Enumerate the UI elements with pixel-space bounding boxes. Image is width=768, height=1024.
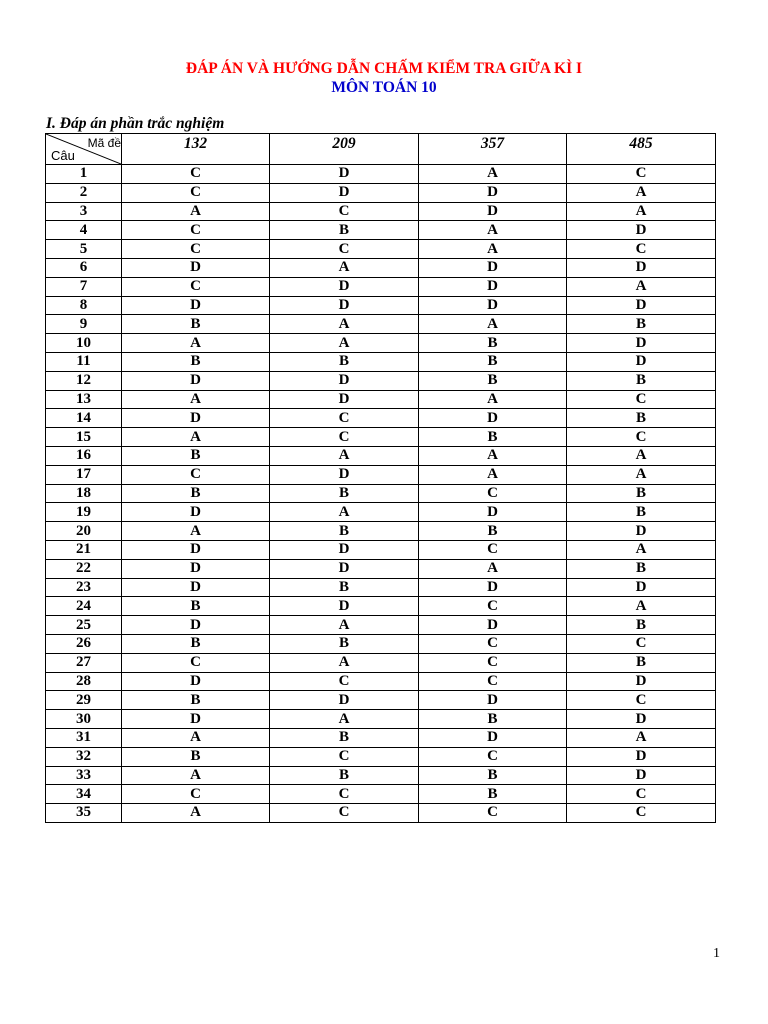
answer-cell: B bbox=[567, 371, 716, 390]
answer-cell: D bbox=[270, 390, 419, 409]
question-number-cell: 23 bbox=[46, 578, 122, 597]
answer-cell: C bbox=[419, 653, 567, 672]
answer-cell: A bbox=[270, 503, 419, 522]
answer-cell: B bbox=[122, 634, 270, 653]
answer-cell: B bbox=[419, 352, 567, 371]
answer-cell: C bbox=[419, 484, 567, 503]
answer-cell: D bbox=[567, 672, 716, 691]
table-row bbox=[46, 409, 716, 428]
question-number-cell: 27 bbox=[46, 653, 122, 672]
table-row bbox=[46, 522, 716, 541]
question-number-cell: 9 bbox=[46, 315, 122, 334]
answer-cell: C bbox=[270, 240, 419, 259]
question-number-cell: 7 bbox=[46, 277, 122, 296]
answer-cell: D bbox=[419, 616, 567, 635]
question-number-cell: 17 bbox=[46, 465, 122, 484]
answer-cell: D bbox=[122, 296, 270, 315]
answer-cell: C bbox=[270, 747, 419, 766]
answer-cell: C bbox=[567, 428, 716, 447]
answer-cell: D bbox=[122, 710, 270, 729]
answer-cell: C bbox=[122, 165, 270, 184]
answer-cell: C bbox=[567, 165, 716, 184]
answer-cell: D bbox=[567, 766, 716, 785]
answer-cell: D bbox=[419, 728, 567, 747]
question-number-cell: 31 bbox=[46, 728, 122, 747]
answer-cell: C bbox=[567, 785, 716, 804]
answer-cell: A bbox=[122, 334, 270, 353]
table-row bbox=[46, 202, 716, 221]
answer-cell: A bbox=[419, 465, 567, 484]
answer-cell: D bbox=[419, 277, 567, 296]
table-row bbox=[46, 503, 716, 522]
table-row bbox=[46, 540, 716, 559]
answer-cell: B bbox=[122, 747, 270, 766]
answer-cell: B bbox=[270, 352, 419, 371]
answer-cell: C bbox=[122, 277, 270, 296]
answer-cell: D bbox=[567, 334, 716, 353]
answer-cell: A bbox=[270, 258, 419, 277]
answer-cell: A bbox=[270, 710, 419, 729]
table-row bbox=[46, 446, 716, 465]
table-row bbox=[46, 785, 716, 804]
answer-cell: B bbox=[419, 785, 567, 804]
question-number-cell: 12 bbox=[46, 371, 122, 390]
answer-cell: A bbox=[419, 221, 567, 240]
answer-cell: C bbox=[270, 409, 419, 428]
answer-cell: D bbox=[567, 578, 716, 597]
answer-cell: C bbox=[270, 202, 419, 221]
answer-cell: D bbox=[122, 672, 270, 691]
table-row bbox=[46, 672, 716, 691]
table-row bbox=[46, 334, 716, 353]
answer-cell: D bbox=[567, 258, 716, 277]
answer-cell: B bbox=[567, 616, 716, 635]
question-number-cell: 35 bbox=[46, 804, 122, 823]
answer-cell: B bbox=[419, 334, 567, 353]
table-row bbox=[46, 597, 716, 616]
answer-cell: C bbox=[567, 240, 716, 259]
question-number-cell: 6 bbox=[46, 258, 122, 277]
answer-cell: B bbox=[270, 221, 419, 240]
answer-cell: A bbox=[567, 277, 716, 296]
table-row bbox=[46, 221, 716, 240]
answer-cell: C bbox=[122, 240, 270, 259]
question-number-cell: 18 bbox=[46, 484, 122, 503]
answer-cell: B bbox=[419, 371, 567, 390]
question-number-cell: 29 bbox=[46, 691, 122, 710]
answer-cell: B bbox=[270, 634, 419, 653]
table-row bbox=[46, 728, 716, 747]
answer-cell: B bbox=[270, 484, 419, 503]
answer-cell: A bbox=[419, 315, 567, 334]
answer-cell: B bbox=[567, 559, 716, 578]
table-row bbox=[46, 484, 716, 503]
question-number-cell: 1 bbox=[46, 165, 122, 184]
question-label: Câu bbox=[51, 148, 75, 163]
answer-cell: D bbox=[567, 522, 716, 541]
answer-cell: A bbox=[122, 804, 270, 823]
question-number-cell: 25 bbox=[46, 616, 122, 635]
table-row bbox=[46, 559, 716, 578]
answer-cell: D bbox=[419, 503, 567, 522]
answer-cell: B bbox=[122, 446, 270, 465]
answer-cell: D bbox=[270, 465, 419, 484]
answer-cell: B bbox=[419, 710, 567, 729]
question-number-cell: 4 bbox=[46, 221, 122, 240]
corner-header-cell bbox=[46, 134, 122, 165]
answer-cell: C bbox=[567, 804, 716, 823]
answer-cell: D bbox=[270, 183, 419, 202]
answer-cell: D bbox=[122, 409, 270, 428]
answer-cell: D bbox=[419, 202, 567, 221]
answer-cell: A bbox=[122, 728, 270, 747]
answer-cell: C bbox=[419, 540, 567, 559]
question-number-cell: 11 bbox=[46, 352, 122, 371]
answer-cell: D bbox=[270, 597, 419, 616]
document-subtitle: MÔN TOÁN 10 bbox=[331, 79, 437, 96]
answer-cell: D bbox=[270, 277, 419, 296]
answer-cell: A bbox=[270, 334, 419, 353]
table-row bbox=[46, 691, 716, 710]
answer-cell: A bbox=[567, 728, 716, 747]
answer-cell: C bbox=[419, 672, 567, 691]
answer-cell: A bbox=[567, 202, 716, 221]
answer-cell: C bbox=[122, 785, 270, 804]
answer-cell: D bbox=[567, 352, 716, 371]
exam-code-header: 357 bbox=[419, 134, 567, 165]
answer-cell: D bbox=[122, 616, 270, 635]
answer-cell: A bbox=[567, 446, 716, 465]
answer-cell: C bbox=[122, 221, 270, 240]
answer-cell: B bbox=[270, 766, 419, 785]
answer-cell: D bbox=[270, 165, 419, 184]
answer-cell: D bbox=[122, 258, 270, 277]
answer-cell: A bbox=[419, 390, 567, 409]
table-row bbox=[46, 465, 716, 484]
answer-cell: A bbox=[270, 653, 419, 672]
table-row bbox=[46, 240, 716, 259]
page-number: 1 bbox=[713, 946, 720, 961]
table-row bbox=[46, 315, 716, 334]
answer-cell: D bbox=[122, 578, 270, 597]
answer-cell: B bbox=[419, 428, 567, 447]
answer-cell: A bbox=[419, 446, 567, 465]
table-row bbox=[46, 277, 716, 296]
table-row bbox=[46, 766, 716, 785]
answer-cell: C bbox=[567, 390, 716, 409]
answer-cell: A bbox=[567, 183, 716, 202]
question-number-cell: 2 bbox=[46, 183, 122, 202]
answer-cell: A bbox=[122, 390, 270, 409]
answer-cell: A bbox=[122, 202, 270, 221]
question-number-cell: 22 bbox=[46, 559, 122, 578]
table-row bbox=[46, 296, 716, 315]
answer-cell: C bbox=[270, 672, 419, 691]
answer-cell: D bbox=[419, 258, 567, 277]
answer-cell: D bbox=[567, 710, 716, 729]
answer-cell: B bbox=[567, 315, 716, 334]
answer-cell: B bbox=[567, 653, 716, 672]
question-number-cell: 33 bbox=[46, 766, 122, 785]
table-row bbox=[46, 371, 716, 390]
answer-cell: A bbox=[567, 540, 716, 559]
table-row bbox=[46, 183, 716, 202]
answer-cell: B bbox=[122, 315, 270, 334]
question-number-cell: 14 bbox=[46, 409, 122, 428]
question-number-cell: 28 bbox=[46, 672, 122, 691]
answer-cell: A bbox=[270, 616, 419, 635]
question-number-cell: 20 bbox=[46, 522, 122, 541]
answer-cell: D bbox=[419, 183, 567, 202]
answer-cell: A bbox=[122, 522, 270, 541]
answer-cell: A bbox=[122, 766, 270, 785]
question-number-cell: 21 bbox=[46, 540, 122, 559]
answer-cell: D bbox=[122, 503, 270, 522]
table-row bbox=[46, 653, 716, 672]
section-heading: I. Đáp án phần trắc nghiệm bbox=[46, 115, 225, 132]
table-row bbox=[46, 747, 716, 766]
question-number-cell: 10 bbox=[46, 334, 122, 353]
answer-cell: D bbox=[122, 540, 270, 559]
question-number-cell: 16 bbox=[46, 446, 122, 465]
table-row bbox=[46, 428, 716, 447]
answer-cell: B bbox=[270, 728, 419, 747]
question-number-cell: 19 bbox=[46, 503, 122, 522]
answer-cell: C bbox=[122, 653, 270, 672]
answer-cell: B bbox=[122, 691, 270, 710]
answer-cell: C bbox=[567, 634, 716, 653]
answer-cell: C bbox=[122, 465, 270, 484]
answer-cell: D bbox=[419, 691, 567, 710]
exam-code-header: 485 bbox=[567, 134, 716, 165]
table-row bbox=[46, 710, 716, 729]
answer-cell: A bbox=[419, 165, 567, 184]
table-row bbox=[46, 165, 716, 184]
answer-cell: B bbox=[419, 522, 567, 541]
answer-cell: B bbox=[567, 503, 716, 522]
answer-cell: B bbox=[122, 352, 270, 371]
answer-cell: D bbox=[270, 691, 419, 710]
answer-cell: A bbox=[270, 446, 419, 465]
question-number-cell: 32 bbox=[46, 747, 122, 766]
answer-cell: C bbox=[270, 804, 419, 823]
answer-cell: A bbox=[567, 465, 716, 484]
answer-cell: D bbox=[419, 296, 567, 315]
question-number-cell: 30 bbox=[46, 710, 122, 729]
table-row bbox=[46, 258, 716, 277]
answer-cell: B bbox=[270, 578, 419, 597]
answer-cell: D bbox=[122, 371, 270, 390]
question-number-cell: 24 bbox=[46, 597, 122, 616]
answer-rows bbox=[46, 165, 716, 823]
answer-cell: B bbox=[567, 484, 716, 503]
answer-cell: D bbox=[270, 559, 419, 578]
answer-cell: C bbox=[270, 428, 419, 447]
answer-cell: C bbox=[419, 597, 567, 616]
answer-cell: C bbox=[419, 634, 567, 653]
answer-cell: D bbox=[567, 296, 716, 315]
answer-key-table bbox=[45, 133, 716, 823]
answer-cell: A bbox=[567, 597, 716, 616]
answer-cell: A bbox=[270, 315, 419, 334]
answer-cell: C bbox=[419, 804, 567, 823]
answer-cell: D bbox=[567, 747, 716, 766]
table-header-row bbox=[46, 134, 716, 165]
answer-cell: B bbox=[122, 484, 270, 503]
answer-cell: D bbox=[270, 296, 419, 315]
answer-cell: C bbox=[270, 785, 419, 804]
answer-cell: A bbox=[122, 428, 270, 447]
exam-code-label: Mã đề bbox=[87, 136, 121, 150]
table-row bbox=[46, 804, 716, 823]
answer-cell: C bbox=[419, 747, 567, 766]
answer-cell: A bbox=[419, 559, 567, 578]
answer-cell: D bbox=[419, 409, 567, 428]
document-title: ĐÁP ÁN VÀ HƯỚNG DẪN CHẤM KIỂM TRA GIỮA KÌ I bbox=[185, 60, 583, 77]
question-number-cell: 3 bbox=[46, 202, 122, 221]
exam-code-header: 132 bbox=[122, 134, 270, 165]
answer-cell: D bbox=[419, 578, 567, 597]
table-row bbox=[46, 616, 716, 635]
table-row bbox=[46, 390, 716, 409]
answer-cell: C bbox=[567, 691, 716, 710]
table-row bbox=[46, 578, 716, 597]
answer-cell: B bbox=[419, 766, 567, 785]
question-number-cell: 15 bbox=[46, 428, 122, 447]
question-number-cell: 34 bbox=[46, 785, 122, 804]
answer-cell: B bbox=[122, 597, 270, 616]
question-number-cell: 5 bbox=[46, 240, 122, 259]
question-number-cell: 8 bbox=[46, 296, 122, 315]
answer-cell: C bbox=[122, 183, 270, 202]
answer-cell: A bbox=[419, 240, 567, 259]
answer-cell: B bbox=[270, 522, 419, 541]
table-row bbox=[46, 634, 716, 653]
answer-cell: D bbox=[122, 559, 270, 578]
answer-cell: D bbox=[270, 540, 419, 559]
answer-cell: D bbox=[270, 371, 419, 390]
exam-code-header: 209 bbox=[270, 134, 419, 165]
question-number-cell: 13 bbox=[46, 390, 122, 409]
answer-cell: D bbox=[567, 221, 716, 240]
question-number-cell: 26 bbox=[46, 634, 122, 653]
answer-cell: B bbox=[567, 409, 716, 428]
table-row bbox=[46, 352, 716, 371]
